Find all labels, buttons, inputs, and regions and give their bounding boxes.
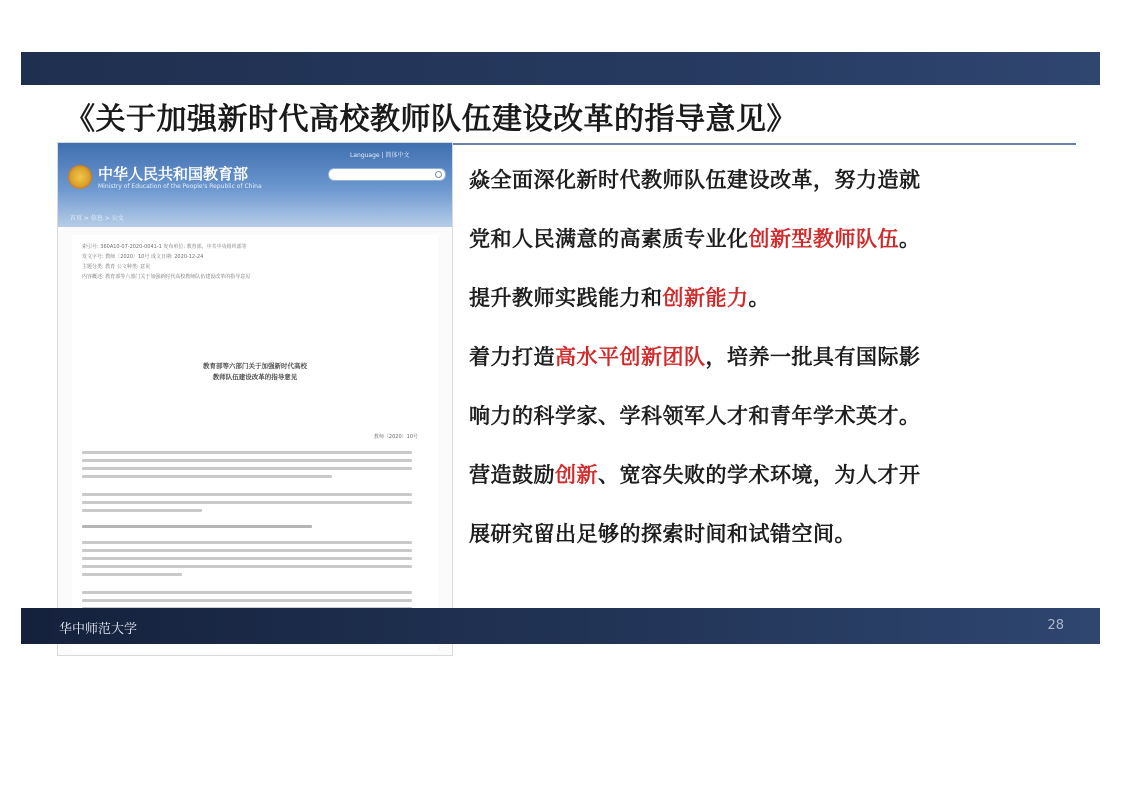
- footer-band: [21, 608, 1100, 644]
- slide-title: 《关于加强新时代高校教师队伍建设改革的指导意见》: [65, 102, 797, 137]
- paragraph-3-line-2: [469, 402, 1089, 430]
- ministry-header: [58, 143, 452, 227]
- highlight-span: 创新型教师队伍: [748, 227, 899, 251]
- text-line: [82, 451, 412, 454]
- search-icon: [435, 171, 442, 178]
- text-span: 着力打造: [469, 345, 555, 369]
- paragraph-2: [469, 284, 1089, 312]
- text-line: [82, 565, 412, 568]
- section-heading-line: [82, 525, 312, 528]
- highlight-span: 创新能力: [662, 286, 749, 310]
- text-line: [82, 475, 332, 478]
- text-span: 、宽容失败的学术环境，为人才开: [598, 463, 921, 487]
- meta-line: 发文字号: 教师〔2020〕10号 成文日期: 2020-12-24: [82, 254, 204, 260]
- slide-body: [469, 166, 1089, 579]
- highlight-span: 高水平创新团队: [555, 345, 706, 369]
- highlight-span: 创新: [555, 463, 598, 487]
- text-line: [82, 509, 202, 512]
- text-line: [82, 541, 412, 544]
- text-line: [82, 549, 412, 552]
- document-number: 教师〔2020〕10号: [373, 434, 418, 440]
- text-span: 展研究留出足够的探索时间和试错空间。: [469, 522, 856, 546]
- text-line: [82, 599, 412, 602]
- paragraph-1-line-2: [469, 225, 1089, 253]
- document-title-line-2: 教师队伍建设改革的指导意见: [212, 373, 298, 381]
- text-span: ，培养一批具有国际影: [705, 345, 921, 369]
- text-line: [82, 501, 412, 504]
- text-span: 焱全面深化新时代教师队伍建设改革，努力造就: [469, 168, 921, 192]
- document-page: [72, 235, 438, 653]
- text-span: 党和人民满意的高素质专业化: [469, 227, 749, 251]
- text-line: [82, 573, 182, 576]
- text-span: 。: [748, 286, 770, 310]
- site-search-box: [328, 168, 446, 181]
- document-screenshot: [57, 142, 453, 656]
- text-line: [82, 467, 412, 470]
- text-line: [82, 591, 412, 594]
- text-line: [82, 493, 412, 496]
- national-emblem-icon: [68, 165, 92, 189]
- page-number: 28: [1047, 618, 1064, 633]
- text-span: 提升教师实践能力和: [469, 286, 663, 310]
- ministry-name: 中华人民共和国教育部: [98, 165, 249, 183]
- slide: [21, 52, 1100, 644]
- top-band: [21, 52, 1100, 85]
- paragraph-4-line-2: [469, 520, 1089, 548]
- meta-line: 主题分类: 教育 公文种类: 意见: [82, 264, 151, 270]
- meta-line: 索引号: 360A10-07-2020-0041-1 发布单位: 教育部、中共中央组织部等: [82, 244, 247, 250]
- text-span: 。: [899, 227, 921, 251]
- text-span: 营造鼓励: [469, 463, 555, 487]
- institution-name: 华中师范大学: [59, 622, 138, 637]
- document-title-line-1: 教育部等六部门关于加强新时代高校: [203, 362, 307, 370]
- breadcrumb: 首页 > 信息 > 公文: [70, 215, 124, 222]
- language-links: Language | 简体中文: [350, 152, 410, 159]
- text-line: [82, 459, 412, 462]
- ministry-english-name: Ministry of Education of the People's Republic of China: [98, 183, 262, 190]
- text-line: [82, 557, 412, 560]
- paragraph-1-line-1: [469, 166, 1089, 194]
- meta-line: 内容概述: 教育部等六部门关于加强新时代高校教师队伍建设改革的指导意见: [82, 274, 251, 280]
- paragraph-3-line-1: [469, 343, 1089, 371]
- text-span: 响力的科学家、学科领军人才和青年学术英才。: [469, 404, 921, 428]
- paragraph-4-line-1: [469, 461, 1089, 489]
